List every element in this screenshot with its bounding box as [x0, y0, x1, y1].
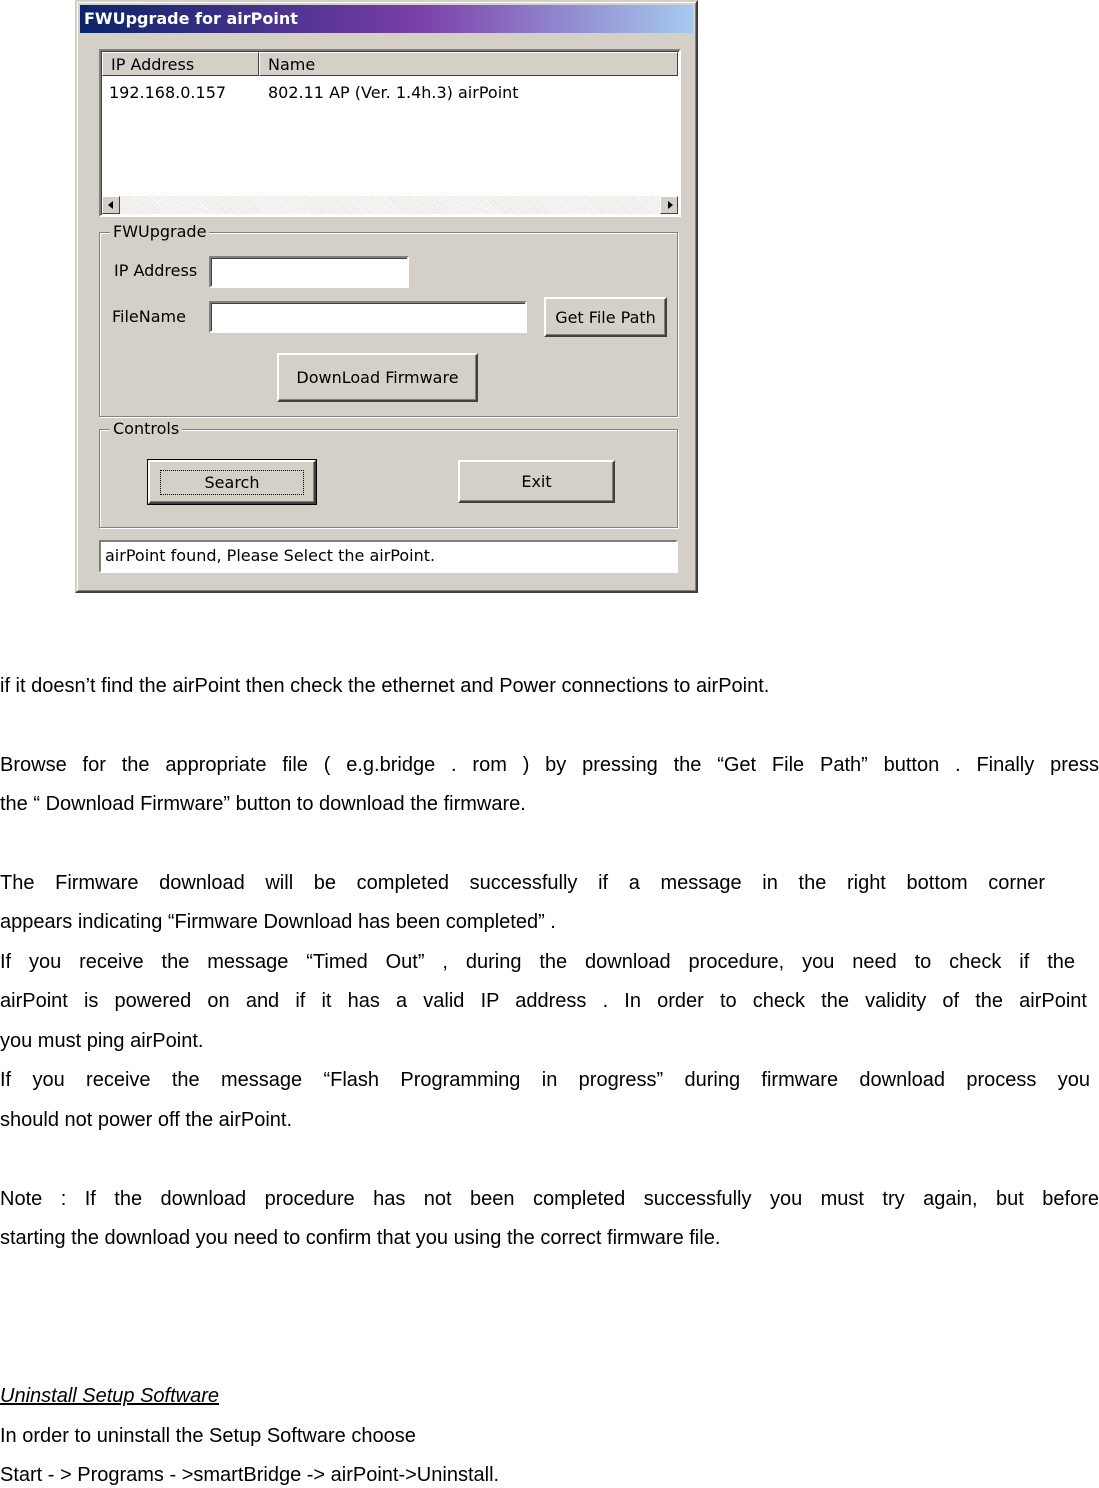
- search-button-label: Search: [160, 470, 305, 495]
- scroll-track[interactable]: [120, 196, 660, 214]
- fwupgrade-dialog: [75, 0, 698, 593]
- paragraph-complete-line2: appears indicating “Firmware Download has been completed” .: [0, 911, 556, 933]
- search-button[interactable]: [148, 460, 316, 504]
- paragraph-note-line1: Note : If the download procedure has not been completed successfully you must try again, but before: [0, 1188, 1099, 1210]
- ip-address-input[interactable]: [209, 256, 409, 288]
- fwupgrade-group: [99, 222, 678, 417]
- status-field: airPoint found, Please Select the airPoint.: [99, 540, 678, 573]
- paragraph-browse-line1: Browse for the appropriate file ( e.g.bridge . rom ) by pressing the “Get File Path” button . Finally press: [0, 754, 1099, 776]
- arrow-left-icon: [108, 201, 113, 209]
- dialog-title: FWUpgrade for airPoint: [80, 5, 693, 33]
- paragraph-note-line2: starting the download you need to confirm that you using the correct firmware file.: [0, 1227, 721, 1249]
- get-file-path-button[interactable]: Get File Path: [544, 297, 667, 337]
- paragraph-timeout-line3: you must ping airPoint.: [0, 1030, 204, 1052]
- section-heading-uninstall: Uninstall Setup Software: [0, 1385, 220, 1407]
- column-ip-address[interactable]: IP Address: [102, 52, 259, 76]
- scroll-left-button[interactable]: [102, 196, 120, 214]
- paragraph-connection-check: if it doesn’t find the airPoint then check the ethernet and Power connections to airPoint.: [0, 675, 770, 697]
- exit-button[interactable]: Exit: [458, 460, 615, 503]
- paragraph-uninstall-line1: In order to uninstall the Setup Software choose: [0, 1425, 416, 1447]
- paragraph-timeout-line1: If you receive the message “Timed Out” , during the download procedure, you need to check if the: [0, 951, 1075, 973]
- ip-address-label: IP Address: [114, 261, 198, 280]
- filename-input[interactable]: [209, 301, 527, 333]
- list-item-ip: 192.168.0.157: [109, 83, 227, 102]
- paragraph-flash-line1: If you receive the message “Flash Programming in progress” during firmware download process you: [0, 1069, 1090, 1091]
- arrow-right-icon: [668, 201, 673, 209]
- list-item-name: 802.11 AP (Ver. 1.4h.3) airPoint: [268, 83, 519, 102]
- controls-group-title: Controls: [110, 419, 182, 438]
- fwupgrade-group-title: FWUpgrade: [110, 222, 209, 241]
- filename-label: FileName: [112, 307, 186, 326]
- list-header: [102, 52, 678, 78]
- paragraph-complete-line1: The Firmware download will be completed successfully if a message in the right bottom corner: [0, 872, 1045, 894]
- controls-group: [99, 419, 678, 528]
- paragraph-uninstall-path: Start - > Programs - >smartBridge -> airPoint->Uninstall.: [0, 1464, 500, 1486]
- download-firmware-button[interactable]: DownLoad Firmware: [277, 353, 478, 402]
- scroll-right-button[interactable]: [660, 196, 678, 214]
- paragraph-timeout-line2: airPoint is powered on and if it has a valid IP address . In order to check the validity of the airPoint: [0, 990, 1087, 1012]
- list-item[interactable]: [109, 83, 519, 102]
- airpoint-list[interactable]: [99, 49, 681, 217]
- column-name[interactable]: Name: [259, 52, 678, 76]
- horizontal-scrollbar[interactable]: [102, 196, 678, 214]
- paragraph-flash-line2: should not power off the airPoint.: [0, 1109, 293, 1131]
- paragraph-browse-line2: the “ Download Firmware” button to download the firmware.: [0, 793, 526, 815]
